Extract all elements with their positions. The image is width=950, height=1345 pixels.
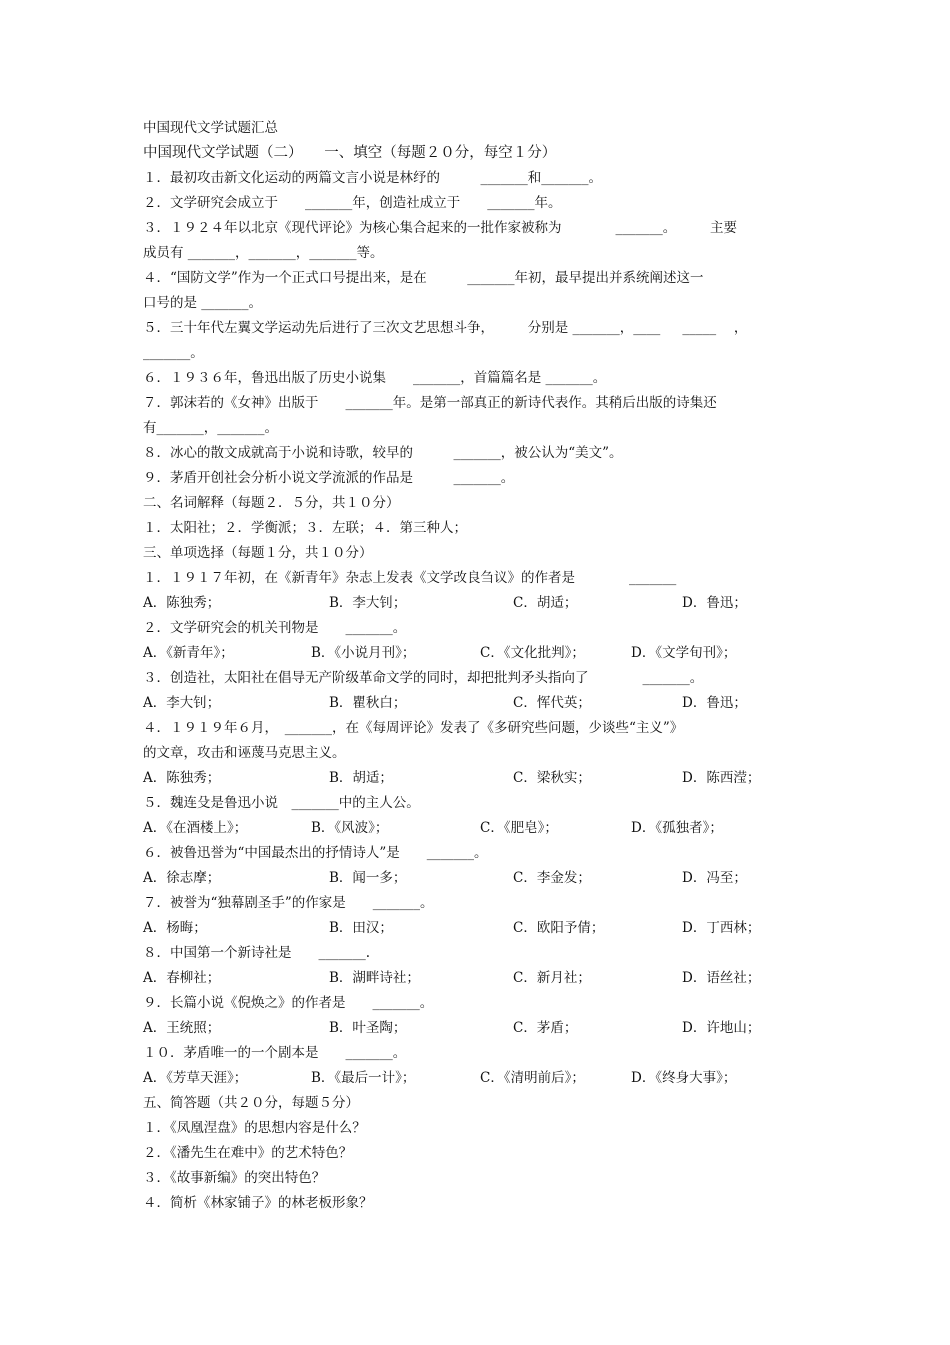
mc-question: ６．被鲁迅誉为“中国最杰出的抒情诗人”是 _______。 xyxy=(143,845,488,861)
mc-option: C．茅盾； xyxy=(513,1020,578,1036)
section-heading: 五、简答题（共２０分，每题５分） xyxy=(143,1095,359,1111)
mc-option: C．欧阳予倩； xyxy=(513,920,605,936)
fill-blank-question: ２．文学研究会成立于 _______年，创造社成立于 _______年。 xyxy=(143,195,562,211)
fill-blank-question-continued: 口号的是 _______。 xyxy=(143,295,263,311)
mc-option: B．田汉； xyxy=(329,920,393,936)
mc-option: D．陈西滢； xyxy=(682,770,761,786)
fill-blank-question: ８．冰心的散文成就高于小说和诗歌，较早的 _______，被公认为“美文”。 xyxy=(143,445,623,461)
mc-option: A．《在酒楼上》； xyxy=(143,820,248,836)
fill-blank-question-continued: 成员有 _______，_______，_______等。 xyxy=(143,245,384,261)
mc-question: １．１９１７年初，在《新青年》杂志上发表《文学改良刍议》的作者是 _______ xyxy=(143,570,677,586)
mc-question: ９．长篇小说《倪焕之》的作者是 _______。 xyxy=(143,995,434,1011)
mc-options xyxy=(143,819,803,837)
mc-option: B．《风波》； xyxy=(311,820,389,836)
mc-option: D．冯至； xyxy=(682,870,747,886)
mc-option: A．杨晦； xyxy=(143,920,207,936)
fill-blank-question-continued: _______。 xyxy=(143,345,204,361)
mc-question: ３．创造社，太阳社在倡导无产阶级革命文学的同时，却把批判矛头指向了 _______。 xyxy=(143,670,704,686)
fill-blank-question: ５．三十年代左翼文学运动先后进行了三次文艺思想斗争， 分别是 _______，____ _____ ， xyxy=(143,320,748,336)
section-title: 中国现代文学试题（二） 一、填空（每题２０分，每空１分） xyxy=(143,145,557,161)
mc-option: A．徐志摩； xyxy=(143,870,221,886)
fill-blank-question: １．最初攻击新文化运动的两篇文言小说是林纾的 _______和_______。 xyxy=(143,170,602,186)
mc-option: B．胡适； xyxy=(329,770,393,786)
mc-option: D．《终身大事》； xyxy=(631,1070,737,1086)
mc-option: C．胡适； xyxy=(513,595,578,611)
mc-option: C．新月社； xyxy=(513,970,591,986)
mc-option: B．《最后一计》； xyxy=(311,1070,416,1086)
mc-options xyxy=(143,869,803,887)
mc-option: D．《孤独者》； xyxy=(631,820,723,836)
mc-options xyxy=(143,644,803,662)
short-answer-question: ２．《潘先生在难中》的艺术特色？ xyxy=(143,1145,353,1161)
fill-blank-question: ４．“国防文学”作为一个正式口号提出来，是在 _______年初，最早提出并系统阐述这一 xyxy=(143,270,704,286)
mc-option: D．许地山； xyxy=(682,1020,761,1036)
mc-options xyxy=(143,1069,803,1087)
mc-option: B．瞿秋白； xyxy=(329,695,407,711)
section-heading: 三、单项选择（每题１分，共１０分） xyxy=(143,545,373,561)
mc-option: D．语丝社； xyxy=(682,970,761,986)
mc-option: A．春柳社； xyxy=(143,970,221,986)
mc-question: ４．１９１９年６月， _______，在《每周评论》发表了《多研究些问题，少谈些“主义”》 xyxy=(143,720,684,736)
mc-option: D．丁西林； xyxy=(682,920,761,936)
mc-option: B．闻一多； xyxy=(329,870,407,886)
mc-option: C．梁秋实； xyxy=(513,770,591,786)
mc-option: C．《肥皂》； xyxy=(480,820,558,836)
mc-question: ２．文学研究会的机关刊物是 _______。 xyxy=(143,620,407,636)
section-heading: 二、名词解释（每题２．５分，共１０分） xyxy=(143,495,400,511)
mc-option: D．《文学旬刊》； xyxy=(631,645,737,661)
fill-blank-question: ３．１９２４年以北京《现代评论》为核心集合起来的一批作家被称为 _______。 主要 xyxy=(143,220,737,236)
term-list: １．太阳社；２．学衡派；３．左联；４．第三种人； xyxy=(143,520,467,536)
fill-blank-question: ６．１９３６年，鲁迅出版了历史小说集 _______，首篇篇名是 _______。 xyxy=(143,370,607,386)
mc-option: D．鲁迅； xyxy=(682,695,747,711)
mc-question: ５．魏连殳是鲁迅小说 _______中的主人公。 xyxy=(143,795,420,811)
mc-question: ７．被誉为“独幕剧圣手”的作家是 _______。 xyxy=(143,895,434,911)
document-top-title: 中国现代文学试题汇总 xyxy=(143,120,278,136)
mc-options xyxy=(143,694,803,712)
mc-option: D．鲁迅； xyxy=(682,595,747,611)
fill-blank-question: ７．郭沫若的《女神》出版于 _______年。是第一部真正的新诗代表作。其稍后出版的诗集还 xyxy=(143,395,717,411)
mc-option: C．恽代英； xyxy=(513,695,591,711)
short-answer-question: ３．《故事新编》的突出特色？ xyxy=(143,1170,326,1186)
mc-options xyxy=(143,919,803,937)
mc-options xyxy=(143,969,803,987)
mc-question: １０．茅盾唯一的一个剧本是 _______。 xyxy=(143,1045,407,1061)
mc-option: B．《小说月刊》； xyxy=(311,645,416,661)
mc-question: ８．中国第一个新诗社是 _______. xyxy=(143,945,371,961)
short-answer-question: １．《凤凰涅盘》的思想内容是什么？ xyxy=(143,1120,366,1136)
mc-option: A．李大钊； xyxy=(143,695,221,711)
mc-option: A．陈独秀； xyxy=(143,595,221,611)
mc-option: C．《文化批判》； xyxy=(480,645,585,661)
fill-blank-question: ９．茅盾开创社会分析小说文学流派的作品是 _______。 xyxy=(143,470,515,486)
mc-options xyxy=(143,769,803,787)
mc-option: C．《清明前后》； xyxy=(480,1070,585,1086)
mc-option: B．李大钊； xyxy=(329,595,407,611)
mc-question-continued: 的文章，攻击和诬蔑马克思主义。 xyxy=(143,745,346,761)
mc-option: B．叶圣陶； xyxy=(329,1020,407,1036)
mc-options xyxy=(143,1019,803,1037)
mc-option: A．《新青年》； xyxy=(143,645,234,661)
mc-option: A．《芳草天涯》； xyxy=(143,1070,248,1086)
mc-option: A．陈独秀； xyxy=(143,770,221,786)
mc-option: C．李金发； xyxy=(513,870,591,886)
mc-options xyxy=(143,594,803,612)
short-answer-question: ４．简析《林家铺子》的林老板形象？ xyxy=(143,1195,373,1211)
fill-blank-question-continued: 有_______，_______。 xyxy=(143,420,278,436)
mc-option: A．王统照； xyxy=(143,1020,221,1036)
mc-option: B．湖畔诗社； xyxy=(329,970,420,986)
